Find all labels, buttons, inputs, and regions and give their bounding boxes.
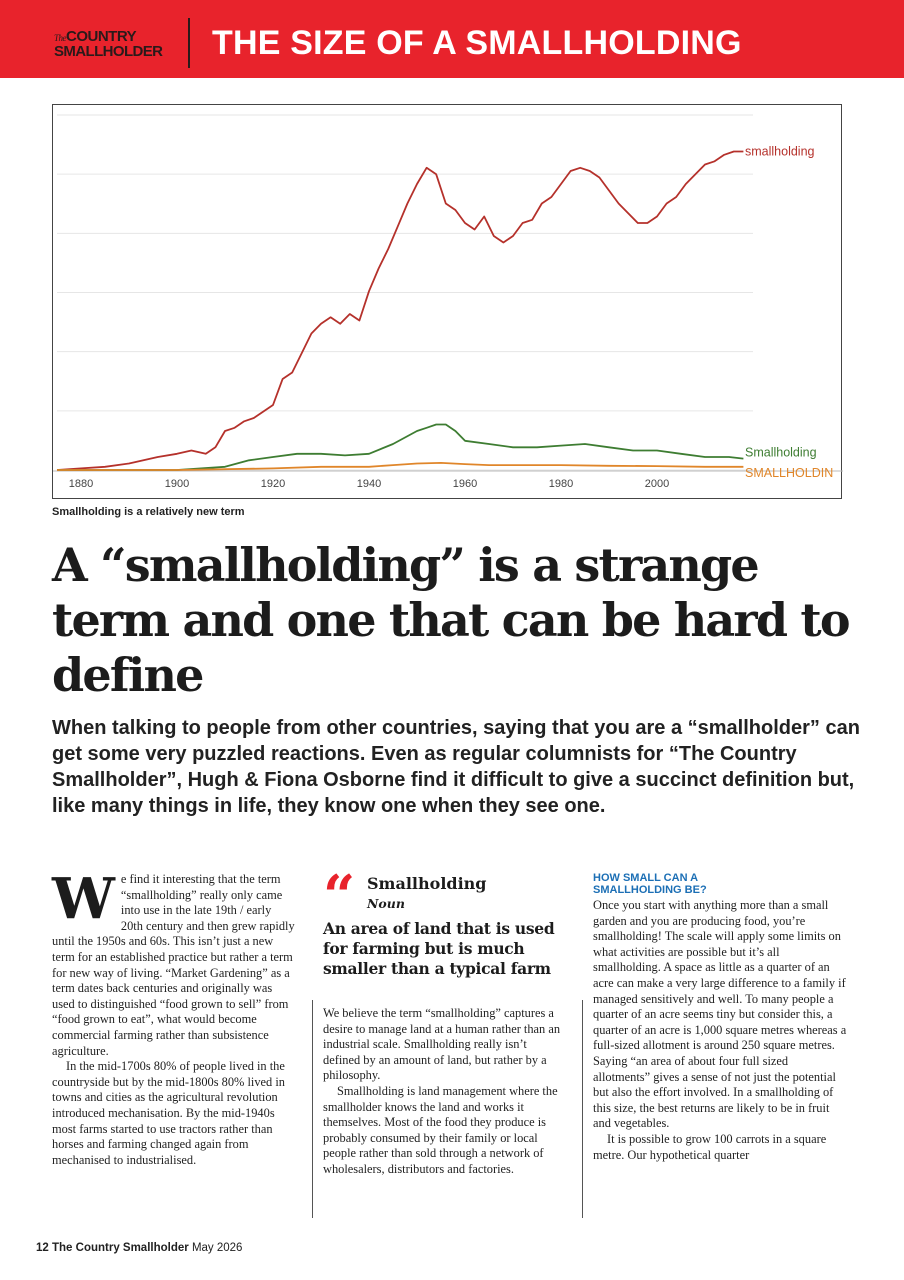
brand-line1: COUNTRY [66, 28, 137, 45]
col2-paragraph-2: Smallholding is land management where the smallholder knows the land and works it themselves. Most of the food they produce is probably consumed by their family or local people rather than sold through a network of wholesalers, distributors and factories. [323, 1083, 558, 1176]
section-title: THE SIZE OF A SMALLHOLDING [212, 24, 742, 62]
page-footer [36, 1242, 242, 1254]
page-number: 12 [36, 1242, 49, 1254]
series-line-1 [57, 152, 743, 471]
quote-mark-icon: “ [323, 863, 356, 929]
column-divider-1 [312, 1000, 313, 1218]
brand-line2: SMALLHOLDER [54, 43, 163, 60]
col1-paragraph-2: In the mid-1700s 80% of people lived in the countryside but by the mid-1800s 80% lived in towns and cities as the agricultural revolution introduced mechanisation. By the mid-1940s most farms started to use tractors rather than horses and farming changed again from mechanised to industrialised. [52, 1059, 285, 1167]
header-banner [0, 0, 904, 78]
x-tick-label: 1940 [356, 478, 382, 490]
x-tick-label: 1960 [452, 478, 478, 490]
x-tick-label: 1980 [548, 478, 574, 490]
chart-canvas [53, 105, 843, 500]
x-tick-label: 1880 [68, 478, 94, 490]
brand-prefix: The [54, 33, 66, 43]
col1-paragraph-1: e find it interesting that the term “smallholding” really only came into use in the late 19th / early 20th century and then grew rapidly until the 1950s and 60s. This isn’t just a new term for an established practice but rather a term for new way of living. “Market Gardening” as a term dates back centuries and originally was used to distinguished “food grown to sell” from “food grown to eat”, what would become commercial farming rather than subsistence agriculture. [52, 872, 295, 1058]
footer-magazine: The Country Smallholder [52, 1242, 189, 1254]
column-3 [593, 872, 848, 1163]
subheading [593, 872, 848, 896]
definition-part-of-speech: Noun [367, 896, 405, 911]
col2-paragraph-1: We believe the term “smallholding” captures a desire to manage land at a human rather than an industrial scale. Smallholding really isn’t defined by an amount of land, but rather by a philosophy. [323, 1006, 561, 1083]
x-tick-label: 2000 [644, 478, 670, 490]
x-tick-label: 1920 [260, 478, 286, 490]
series-label-3: SMALLHOLDIN [745, 465, 834, 480]
col3-paragraph-2: It is possible to grow 100 carrots in a square metre. Our hypothetical quarter [593, 1131, 827, 1162]
drop-cap: W [52, 866, 115, 932]
brand-logo [54, 30, 174, 59]
subheading-line-1: HOW SMALL CAN A [593, 872, 699, 884]
series-label-1: smallholding [745, 144, 815, 159]
column-1 [52, 866, 295, 1168]
ngram-chart [52, 104, 842, 499]
x-tick-label: 1900 [164, 478, 190, 490]
series-line-2 [57, 425, 743, 471]
subheading-line-2: SMALLHOLDING BE? [593, 884, 707, 896]
chart-caption: Smallholding is a relatively new term [52, 506, 245, 518]
headline: A “smallholding” is a strange term and one that can be hard to define [52, 538, 849, 702]
definition-text: An area of land that is used for farming but is much smaller than a typical farm [323, 919, 555, 978]
brand-divider [188, 18, 190, 68]
series-label-2: Smallholding [745, 445, 817, 460]
standfirst: When talking to people from other countries, saying that you are a “smallholder” can get some very puzzled reactions. Even as regular columnists for “The Country Smallholder”, Hugh & Fiona Osborne find it difficult to give a succinct definition but, like many things in life, they know one when they see one. [52, 717, 860, 817]
col3-paragraph-1: Once you start with anything more than a small garden and you are producing food, you’re smallholding! The scale will apply some limits on what activities are possible but it’s all smallholding. A space as little as a quarter of an acre can make a very large difference to a family if managed sensitively and well. To many people a quarter of an acre seems tiny but consider this, a quarter of an acre is 1,000 square metres whereas a full-sized allotment is around 250 square metres. Saying “an area of about four full sized allotments” gives a sense of not just the potential but also the effort involved. In a smallholding of this size, the best returns are likely to be in fruit and vegetables. [593, 898, 847, 1131]
definition-word: Smallholding [367, 874, 487, 893]
series-line-3 [57, 463, 743, 470]
column-divider-2 [582, 1000, 583, 1218]
column-2 [323, 1006, 563, 1178]
footer-issue: May 2026 [191, 1242, 243, 1254]
